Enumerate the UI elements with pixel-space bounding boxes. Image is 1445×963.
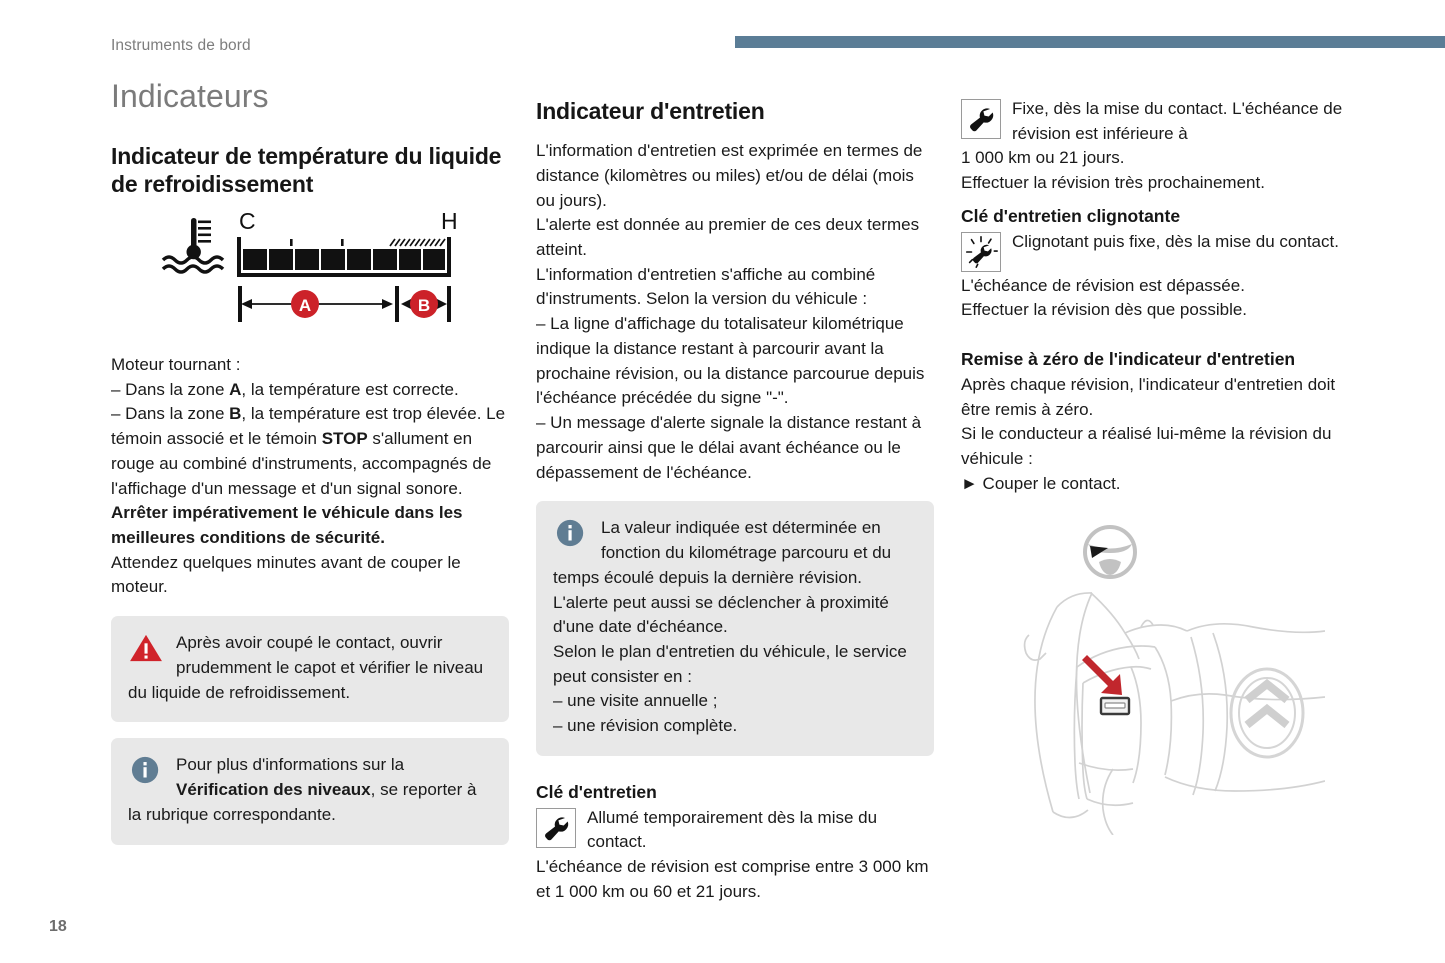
callout-info-text-bold: Vérification des niveaux	[176, 780, 371, 800]
stop-vehicle-warning: Arrêter impérativement le véhicule dans les meilleures conditions de sécurité.	[111, 503, 463, 547]
service-wrench-blink-text: Clignotant puis fixe, dès la mise du contact.	[1012, 231, 1339, 251]
brand-emblem-icon	[1231, 669, 1303, 757]
wrench-icon	[962, 100, 1000, 138]
callout-info-line-2: L'alerte peut aussi se déclencher à proximité d'une date d'échéance.	[553, 592, 889, 637]
service-wrench-block	[536, 806, 934, 855]
warning-triangle-icon	[128, 633, 164, 663]
red-pointer-arrow	[1082, 655, 1122, 695]
callout-info-line-1: La valeur indiquée est déterminée en fonction du kilométrage parcouru et du temps écoulé depuis la dernière révision.	[553, 518, 892, 587]
steering-wheel-pictogram	[1085, 527, 1135, 577]
callout-info-line-3: Selon le plan d'entretien du véhicule, le service peut consister en :	[553, 642, 907, 686]
service-blink-after-1: L'échéance de révision est dépassée.	[961, 275, 1245, 295]
sub-title-reset-indicator: Remise à zéro de l'indicateur d'entretien	[961, 349, 1296, 370]
zone-b-arrow	[401, 290, 447, 318]
service-wrench-after: L'échéance de révision est comprise entre 3 000 km et 1 000 km ou 60 et 21 jours.	[536, 857, 929, 901]
reset-para-1: Après chaque révision, l'indicateur d'entretien doit être remis à zéro.	[961, 374, 1336, 419]
service-wrench-fixed-text: Fixe, dès la mise du contact. L'échéance de révision est inférieure à	[1012, 99, 1343, 143]
callout-info-text-pre: Pour plus d'informations sur la	[176, 755, 405, 775]
zone-b-label: B	[417, 295, 431, 315]
wrench-blinking-icon-box	[961, 232, 1001, 272]
service-blink-after-2: Effectuer la révision dès que possible.	[961, 300, 1248, 320]
sub-title-service-wrench: Clé d'entretien	[536, 781, 657, 802]
dashboard-reset-figure-svg	[995, 515, 1325, 835]
section-title-temperature: Indicateur de température du liquide de refroidissement	[111, 142, 502, 197]
running-head: Instruments de bord	[111, 37, 251, 54]
service-bullet-2: – Un message d'alerte signale la distance restant à parcourir ainsi que le délai avant échéance ou le dépassement de l'échéance.	[536, 413, 922, 482]
callout-info-levels	[111, 738, 509, 844]
header-accent-rule	[735, 36, 1445, 48]
service-wrench-fixed-after-1: 1 000 km ou 21 jours.	[961, 148, 1125, 168]
service-para-3: L'information d'entretien s'affiche au combiné d'instruments. Selon la version du véhicule :	[536, 264, 876, 309]
info-circle-icon	[128, 755, 164, 785]
gauge-segments	[243, 249, 445, 270]
reset-step-cut-ignition: ► Couper le contact.	[961, 473, 1121, 493]
callout-info-line-5: – une révision complète.	[553, 716, 738, 736]
callout-info-text-post: , se reporter à la rubrique correspondante.	[128, 780, 477, 824]
instrument-cluster-illustration	[961, 515, 1359, 840]
service-para-1: L'information d'entretien est exprimée en termes de distance (kilomètres ou miles) et/ou de délai (mois ou jours).	[536, 141, 923, 210]
wrench-icon-box	[536, 808, 576, 848]
column-3	[961, 78, 1359, 840]
section-title-service-indicator: Indicateur d'entretien	[536, 98, 765, 124]
service-wrench-fixed-after-2: Effectuer la révision très prochainement.	[961, 173, 1265, 193]
service-wrench-blink-block	[961, 230, 1359, 274]
chapter-title: Indicateurs	[111, 78, 269, 114]
zone-a-label: A	[298, 295, 312, 315]
trip-reset-button[interactable]	[1101, 698, 1129, 714]
service-wrench-text: Allumé temporairement dès la mise du contact.	[587, 807, 878, 852]
gauge-hatch-marker	[390, 239, 445, 246]
wrench-icon	[537, 809, 575, 847]
callout-info-line-4: – une visite annuelle ;	[553, 691, 718, 711]
zone-a-bullet: – Dans la zone A, la température est correcte.	[111, 379, 459, 399]
zone-tick-mid	[395, 286, 399, 322]
callout-warning-coolant	[111, 616, 509, 722]
callout-warning-text: Après avoir coupé le contact, ouvrir prudemment le capot et vérifier le niveau du liquide de refroidissement.	[128, 633, 484, 702]
reset-para-2: Si le conducteur a réalisé lui-même la révision du véhicule :	[961, 424, 1332, 469]
gauge-label-hot: H	[441, 211, 458, 234]
zone-b-bullet: – Dans la zone B, la température est trop élevée. Le témoin associé et le témoin STOP s'allument en rouge au combiné d'instruments, accompagnés de l'affichage d'un message et d'un signal sonore.	[111, 404, 506, 498]
zone-a-arrow	[241, 290, 393, 318]
column-1	[111, 78, 509, 845]
coolant-gauge-svg	[155, 212, 465, 330]
wait-minutes-note: Attendez quelques minutes avant de couper le moteur.	[111, 552, 461, 597]
engine-running-intro: Moteur tournant :	[111, 354, 241, 374]
zone-tick-right	[447, 286, 451, 322]
coolant-temperature-gauge-figure	[111, 212, 509, 335]
service-wrench-fixed-block	[961, 97, 1359, 146]
wrench-icon-box-fixed	[961, 99, 1001, 139]
info-circle-icon	[553, 518, 589, 548]
sub-title-wrench-blinking: Clé d'entretien clignotante	[961, 205, 1181, 226]
coolant-warning-icon	[163, 218, 223, 272]
gauge-label-cold: C	[239, 211, 256, 234]
service-para-2: L'alerte est donnée au premier de ces deux termes atteint.	[536, 215, 920, 259]
page-number: 18	[49, 918, 67, 935]
wrench-blinking-icon	[962, 233, 1000, 271]
callout-info-service-value	[536, 501, 934, 756]
service-bullet-1: – La ligne d'affichage du totalisateur kilométrique indique la distance restant à parcourir avant la prochaine révision, ou la distance parcourue depuis l'échéance précédée du signe "-".	[536, 314, 925, 408]
column-2	[536, 78, 934, 905]
